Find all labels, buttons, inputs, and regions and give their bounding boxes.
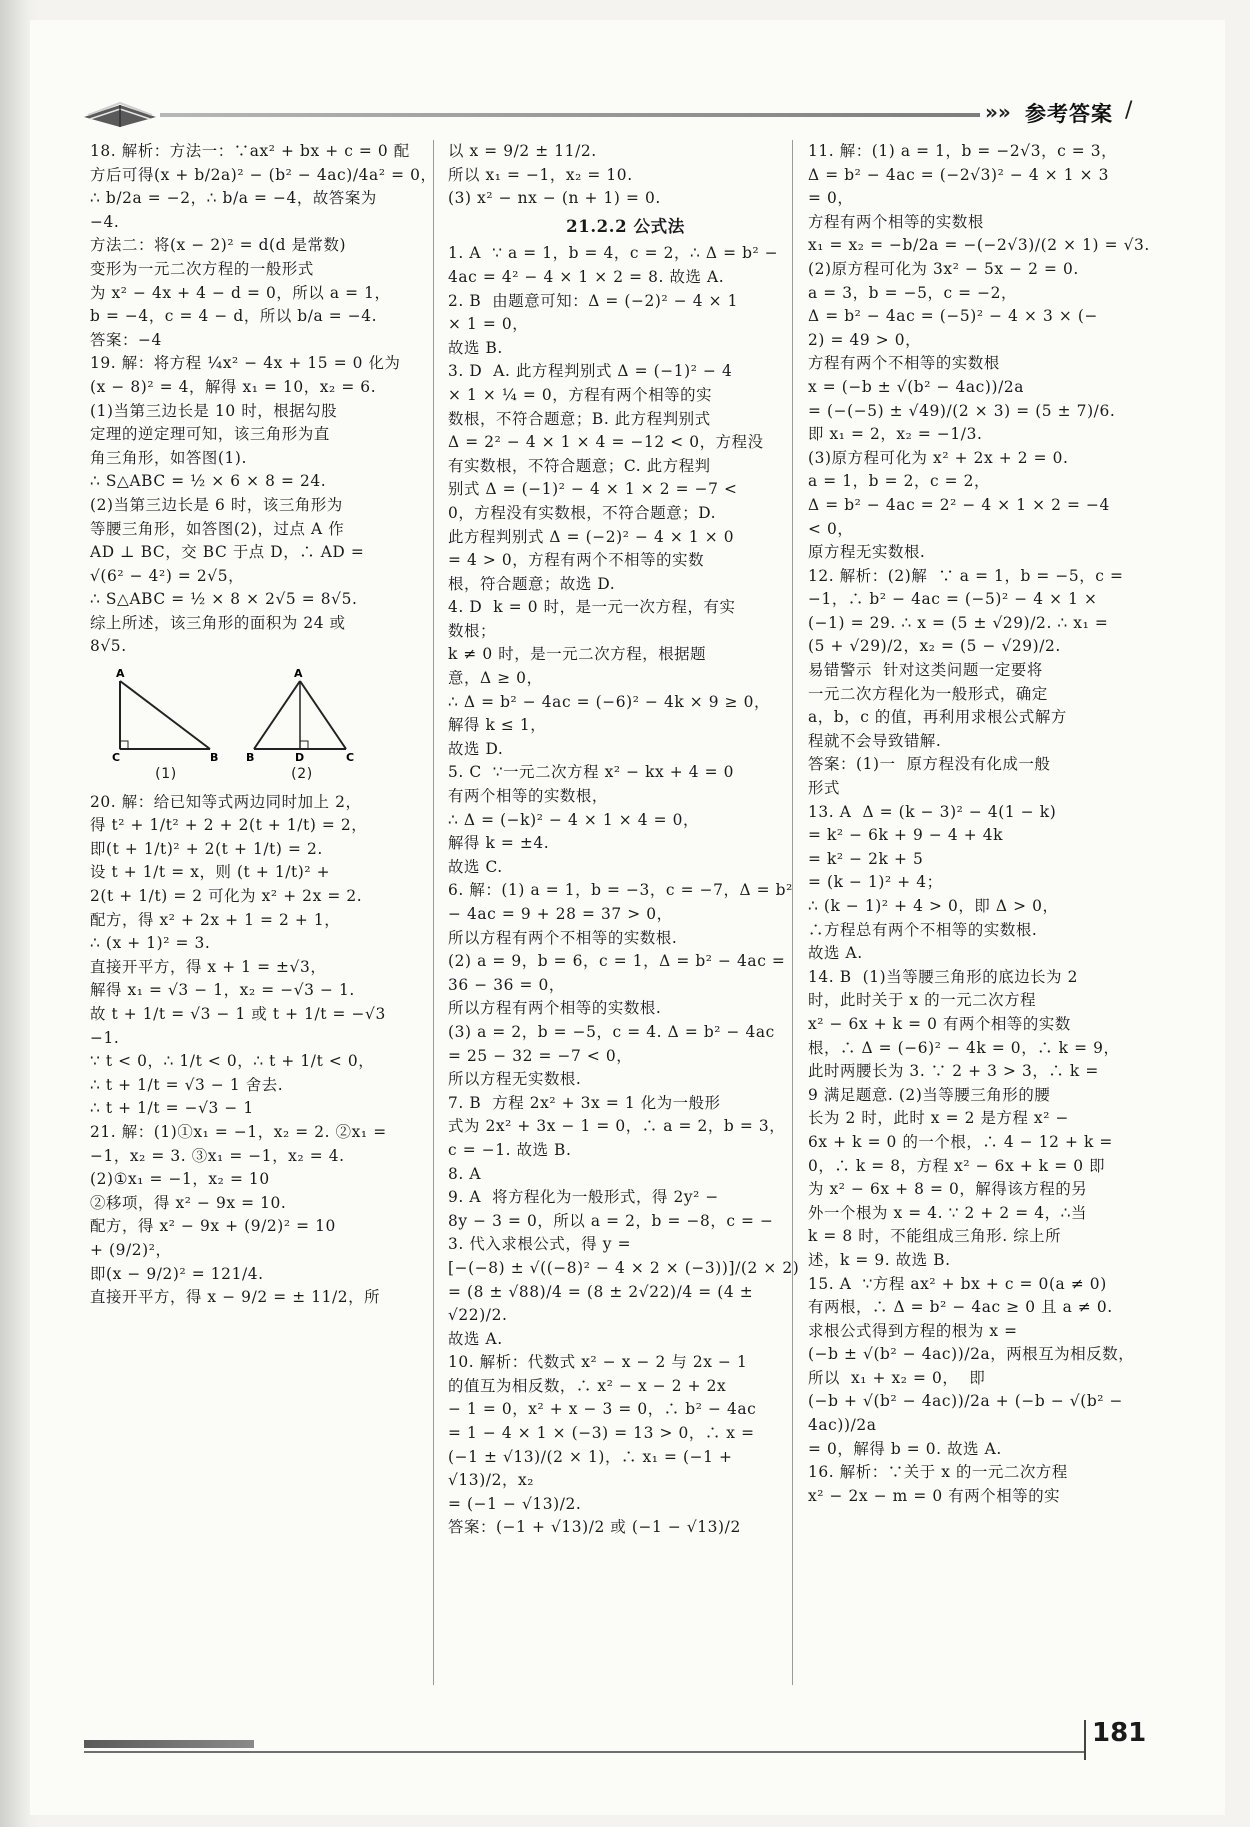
text-line: 得 t² + 1/t² + 2 + 2(t + 1/t) = 2，: [90, 816, 368, 835]
text-line: 方程有两个相等的实数根: [808, 212, 984, 231]
text-line: 设 t + 1/t = x，则 (t + 1/t)² +: [90, 863, 331, 882]
left-text-block: [90, 140, 445, 659]
text-line: ∴ t + 1/t = −√3 − 1: [90, 1099, 254, 1118]
text-line: 0，∴ k = 8，方程 x² − 6x + k = 0 即: [808, 1156, 1106, 1175]
answer-diagrams: [106, 667, 445, 787]
text-line: 10. 解析：代数式 x² − x − 2 与 2x − 1: [448, 1353, 748, 1372]
middle-text-block: [448, 242, 803, 1540]
text-line: (x − 8)² = 4，解得 x₁ = 10，x₂ = 6.: [90, 377, 377, 396]
figure-isosceles-triangle: [242, 667, 362, 787]
text-line: [−(−8) ± √((−8)² − 4 × 2 × (−3))]/(2 × 2): [448, 1258, 800, 1277]
text-line: 有两根，∴ Δ = b² − 4ac ≥ 0 且 a ≠ 0.: [808, 1298, 1113, 1317]
text-line: 故选 A.: [808, 944, 863, 963]
text-line: 6x + k = 0 的一个根，∴ 4 − 12 + k =: [808, 1132, 1113, 1151]
text-line: x₁ = x₂ = −b/2a = −(−2√3)/(2 × 1) = √3.: [808, 236, 1150, 255]
middle-text-block: [448, 140, 803, 211]
text-line: 配方，得 x² + 2x + 1 = 2 + 1，: [90, 910, 341, 929]
text-line: 时，此时关于 x 的一元二次方程: [808, 991, 1037, 1010]
text-line: (2) a = 9，b = 6，c = 1，Δ = b² − 4ac =: [448, 952, 786, 971]
text-line: ∴ Δ = (−k)² − 4 × 1 × 4 = 0，: [448, 810, 699, 829]
text-line: 15. A ∵方程 ax² + bx + c = 0(a ≠ 0): [808, 1274, 1107, 1293]
column-left: [90, 140, 445, 1685]
text-line: = (−1 − √13)/2.: [448, 1494, 582, 1513]
text-line: a，b，c 的值，再利用求根公式解方: [808, 708, 1067, 727]
text-line: 解得 k = ±4.: [448, 834, 550, 853]
text-line: = (k − 1)² + 4；: [808, 873, 943, 892]
text-line: = k² − 6k + 9 − 4 + 4k: [808, 826, 1004, 845]
text-line: 所以 x₁ + x₂ = 0， 即: [808, 1368, 986, 1387]
text-line: (2)当第三边长是 6 时，该三角形为: [90, 495, 343, 514]
header-rule: [160, 113, 980, 117]
text-line: ∴ S△ABC = ½ × 8 × 2√5 = 8√5.: [90, 590, 358, 609]
text-line: 8. A: [448, 1164, 482, 1183]
text-line: ∴方程总有两个不相等的实数根.: [808, 920, 1038, 939]
fig2-label-b: B: [246, 751, 255, 764]
text-line: √(6² − 4²) = 2√5，: [90, 566, 245, 585]
text-line: 定理的逆定理可知，该三角形为直: [90, 425, 330, 444]
text-line: 的值互为相反数，∴ x² − x − 2 + 2x: [448, 1376, 727, 1395]
text-line: Δ = b² − 4ac = (−5)² − 4 × 3 × (−: [808, 307, 1098, 326]
text-line: ②移项，得 x² − 9x = 10.: [90, 1193, 287, 1212]
text-line: −1，x₂ = 3. ③x₁ = −1，x₂ = 4.: [90, 1146, 345, 1165]
text-line: − 1 = 0，x² + x − 3 = 0，∴ b² − 4ac: [448, 1400, 757, 1419]
text-line: 直接开平方，得 x + 1 = ±√3，: [90, 957, 327, 976]
text-line: 9. A 将方程化为一般形式，得 2y² −: [448, 1188, 719, 1207]
footer-rule: [84, 1751, 1084, 1753]
text-line: = (−(−5) ± √49)/(2 × 3) = (5 ± 7)/6.: [808, 401, 1116, 420]
text-line: 1. A ∵ a = 1，b = 4，c = 2，∴ Δ = b² −: [448, 244, 779, 263]
text-line: 所以方程有两个不相等的实数根.: [448, 928, 678, 947]
text-line: (3) x² − nx − (n + 1) = 0.: [448, 189, 661, 208]
header-title: 参考答案: [1025, 102, 1113, 126]
text-line: ∵ t < 0，∴ 1/t < 0，∴ t + 1/t < 0，: [90, 1052, 375, 1071]
text-line: ∴ Δ = b² − 4ac = (−6)² − 4k × 9 ≥ 0，: [448, 692, 771, 711]
text-line: 为 x² − 4x + 4 − d = 0，所以 a = 1，: [90, 283, 391, 302]
right-text-block: [808, 140, 1163, 1508]
text-line: 方后可得(x + b/2a)² − (b² − 4ac)/4a² = 0，: [90, 165, 437, 184]
text-line: −1，∴ b² − 4ac = (−5)² − 4 × 1 ×: [808, 590, 1098, 609]
text-line: 5. C ∵一元二次方程 x² − kx + 4 = 0: [448, 763, 735, 782]
fig1-label-c: C: [112, 751, 121, 764]
text-line: 解得 x₁ = √3 − 1，x₂ = −√3 − 1.: [90, 981, 355, 1000]
text-line: 外一个根为 x = 4. ∵ 2 + 2 = 4，∴当: [808, 1203, 1087, 1222]
text-line: (−b + √(b² − 4ac))/2a + (−b − √(b² − 4ac))/2a: [808, 1392, 1129, 1435]
text-line: 故选 B.: [448, 338, 503, 357]
text-line: < 0，: [808, 519, 854, 538]
text-line: 21. 解：(1)①x₁ = −1，x₂ = 2. ②x₁ =: [90, 1122, 387, 1141]
text-line: 原方程无实数根.: [808, 543, 926, 562]
text-line: ∴ (k − 1)² + 4 > 0，即 Δ > 0，: [808, 897, 1059, 915]
fig2-label-a: A: [294, 667, 304, 681]
text-line: = k² − 2k + 5: [808, 849, 924, 868]
text-line: = 25 − 32 = −7 < 0，: [448, 1046, 633, 1065]
text-line: = 1 − 4 × 1 × (−3) = 13 > 0，∴ x =: [448, 1424, 755, 1443]
text-line: 以 x = 9/2 ± 11/2.: [448, 142, 597, 160]
text-line: 此方程判别式 Δ = (−2)² − 4 × 1 × 0: [448, 527, 735, 546]
text-line: + (9/2)²，: [90, 1240, 172, 1259]
header-arrows: »»: [985, 100, 1011, 124]
text-line: ∴ (x + 1)² = 3.: [90, 934, 211, 953]
text-line: 别式 Δ = (−1)² − 4 × 1 × 2 = −7 <: [448, 480, 738, 499]
text-line: − 4ac = 9 + 28 = 37 > 0，: [448, 905, 673, 923]
text-line: 为 x² − 6x + 8 = 0，解得该方程的另: [808, 1180, 1088, 1199]
text-line: 答案：(−1 + √13)/2 或 (−1 − √13)/2: [448, 1518, 741, 1537]
text-line: (−1 ± √13)/(2 × 1)，∴ x₁ = (−1 + √13)/2，x₂: [448, 1447, 739, 1490]
text-line: 此时两腰长为 3. ∵ 2 + 3 > 3，∴ k =: [808, 1062, 1099, 1081]
text-line: 式为 2x² + 3x − 1 = 0，∴ a = 2，b = 3，: [448, 1117, 786, 1136]
text-line: 18. 解析：方法一：∵ax² + bx + c = 0 配: [90, 142, 410, 160]
text-line: 13. A Δ = (k − 3)² − 4(1 − k): [808, 802, 1057, 821]
text-line: (3) a = 2，b = −5，c = 4. Δ = b² − 4ac: [448, 1022, 775, 1041]
text-line: (5 + √29)/2，x₂ = (5 − √29)/2.: [808, 637, 1061, 656]
section-title: 21.2.2 公式法: [566, 216, 685, 236]
text-line: 数根；: [448, 621, 496, 640]
text-line: 12. 解析：(2)解 ∵ a = 1，b = −5，c =: [808, 566, 1124, 585]
text-line: 意，Δ ≥ 0，: [448, 669, 543, 688]
text-line: 方程有两个不相等的实数根: [808, 354, 1000, 373]
text-line: 有两个相等的实数根，: [448, 787, 608, 806]
text-line: 所以方程无实数根.: [448, 1070, 582, 1089]
text-line: 直接开平方，得 x − 9/2 = ± 11/2，所: [90, 1288, 381, 1307]
text-line: 3. D A. 此方程判别式 Δ = (−1)² − 4: [448, 362, 733, 381]
text-line: (3)原方程可化为 x² + 2x + 2 = 0.: [808, 448, 1069, 467]
page-number: 181: [1092, 1718, 1147, 1748]
text-line: 7. B 方程 2x² + 3x = 1 化为一般形: [448, 1093, 721, 1112]
text-line: ∴ S△ABC = ½ × 6 × 8 = 24.: [90, 472, 327, 491]
text-line: 即(t + 1/t)² + 2(t + 1/t) = 2.: [90, 839, 323, 858]
text-line: (−1) = 29. ∴ x = (5 ± √29)/2. ∴ x₁ =: [808, 613, 1109, 632]
text-line: 求根公式得到方程的根为 x =: [808, 1321, 1018, 1340]
text-line: c = −1. 故选 B.: [448, 1140, 572, 1159]
text-line: ∴ b/2a = −2，∴ b/a = −4，故答案为: [90, 189, 377, 208]
text-line: 11. 解：(1) a = 1，b = −2√3，c = 3，: [808, 142, 1118, 160]
column-middle: [448, 140, 803, 1685]
fig2-label-c: C: [346, 751, 355, 764]
text-line: b = −4，c = 4 − d，所以 b/a = −4.: [90, 307, 378, 326]
text-line: 综上所述，该三角形的面积为 24 或: [90, 613, 346, 632]
text-line: a = 3，b = −5，c = −2，: [808, 283, 1018, 302]
text-line: 变形为一元二次方程的一般形式: [90, 259, 314, 278]
text-line: 答案：(1)一 原方程没有化成一般: [808, 755, 1051, 774]
text-line: (1)当第三边长是 10 时，根据勾股: [90, 401, 338, 420]
text-line: = 0，: [808, 189, 854, 208]
fig1-caption: (1): [155, 766, 177, 783]
text-line: a = 1，b = 2，c = 2，: [808, 472, 991, 491]
fig2-caption: (2): [291, 766, 313, 783]
text-line: 16. 解析：∵关于 x 的一元二次方程: [808, 1463, 1068, 1482]
header-slash-decoration: /: [1125, 98, 1133, 123]
text-line: 2(t + 1/t) = 2 可化为 x² + 2x = 2.: [90, 887, 363, 906]
text-line: 易错警示 针对这类问题一定要将: [808, 661, 1043, 680]
text-line: 数根，不符合题意；B. 此方程判别式: [448, 409, 711, 428]
text-line: x² − 6x + k = 0 有两个相等的实数: [808, 1014, 1071, 1033]
text-line: 形式: [808, 779, 840, 798]
text-line: 等腰三角形，如答图(2)，过点 A 作: [90, 519, 345, 538]
fig1-label-b: B: [210, 751, 219, 764]
text-line: 述，k = 9. 故选 B.: [808, 1250, 951, 1269]
text-line: 9 满足题意. (2)当等腰三角形的腰: [808, 1085, 1051, 1104]
text-line: 4. D k = 0 时，是一元一次方程，有实: [448, 598, 736, 617]
text-line: 20. 解：给已知等式两边同时加上 2，: [90, 792, 362, 811]
text-line: = 4 > 0，方程有两个不相等的实数: [448, 551, 705, 570]
left-text-block: [90, 791, 445, 1310]
text-line: 有实数根，不符合题意；C. 此方程判: [448, 456, 711, 475]
text-line: (2)原方程可化为 3x² − 5x − 2 = 0.: [808, 259, 1079, 278]
text-line: = (8 ± √88)/4 = (8 ± 2√22)/4 = (4 ± √22)/2.: [448, 1282, 759, 1325]
text-line: 方法二：将(x − 2)² = d(d 是常数): [90, 236, 347, 255]
text-line: 角三角形，如答图(1).: [90, 448, 248, 467]
text-line: AD ⊥ BC，交 BC 于点 D，∴ AD =: [90, 543, 365, 562]
text-line: 根，∴ Δ = (−6)² − 4k = 0，∴ k = 9，: [808, 1038, 1120, 1057]
text-line: 答案：−4: [90, 330, 162, 349]
text-line: 2) = 49 > 0，: [808, 330, 922, 349]
text-line: × 1 = 0，: [448, 315, 529, 334]
text-line: Δ = b² − 4ac = (−2√3)² − 4 × 1 × 3: [808, 165, 1110, 184]
column-right: [808, 140, 1163, 1685]
text-line: 解得 k ≤ 1，: [448, 716, 547, 735]
text-line: 3. 代入求根公式，得 y =: [448, 1235, 632, 1254]
fig2-label-d: D: [295, 751, 305, 764]
text-line: −1.: [90, 1028, 120, 1047]
text-line: x² − 2x − m = 0 有两个相等的实: [808, 1486, 1061, 1505]
text-line: x = (−b ± √(b² − 4ac))/2a: [808, 377, 1025, 396]
text-line: 6. 解：(1) a = 1，b = −3，c = −7，Δ = b²: [448, 881, 793, 900]
text-line: 36 − 36 = 0，: [448, 975, 565, 994]
text-line: 14. B (1)当等腰三角形的底边长为 2: [808, 967, 1079, 986]
text-line: k = 8 时，不能组成三角形. 综上所: [808, 1227, 1062, 1246]
text-line: 0，方程没有实数根，不符合题意；D.: [448, 503, 717, 522]
text-line: 2. B 由题意可知：Δ = (−2)² − 4 × 1: [448, 291, 739, 310]
text-line: 故选 A.: [448, 1329, 503, 1348]
footer-bar: [84, 1740, 254, 1748]
text-line: Δ = b² − 4ac = 2² − 4 × 1 × 2 = −4: [808, 495, 1110, 514]
text-line: Δ = 2² − 4 × 1 × 4 = −12 < 0，方程没: [448, 433, 764, 452]
figure-right-triangle: [106, 667, 226, 787]
text-line: × 1 × ¼ = 0，方程有两个相等的实: [448, 385, 713, 404]
text-line: −4.: [90, 212, 120, 231]
text-line: 一元二次方程化为一般形式，确定: [808, 684, 1048, 703]
text-line: = 0，解得 b = 0. 故选 A.: [808, 1439, 1002, 1458]
text-line: 即(x − 9/2)² = 121/4.: [90, 1264, 264, 1283]
text-line: 8√5.: [90, 637, 127, 656]
text-line: 故选 C.: [448, 857, 503, 876]
text-line: 配方，得 x² − 9x + (9/2)² = 10: [90, 1217, 336, 1236]
text-line: 所以方程有两个相等的实数根.: [448, 999, 662, 1018]
book-icon: [80, 95, 160, 131]
text-line: 19. 解：将方程 ¼x² − 4x + 15 = 0 化为: [90, 354, 401, 373]
fig1-label-a: A: [116, 667, 126, 681]
text-line: 长为 2 时，此时 x = 2 是方程 x² −: [808, 1109, 1069, 1128]
text-line: ∴ t + 1/t = √3 − 1 舍去.: [90, 1075, 284, 1094]
text-line: 程就不会导致错解.: [808, 731, 942, 750]
text-line: (−b ± √(b² − 4ac))/2a，两根互为相反数，: [808, 1345, 1135, 1364]
text-line: 所以 x₁ = −1，x₂ = 10.: [448, 165, 633, 184]
text-line: 根，符合题意；故选 D.: [448, 574, 616, 593]
text-line: (2)①x₁ = −1，x₂ = 10: [90, 1170, 270, 1189]
text-line: k ≠ 0 时，是一元二次方程，根据题: [448, 645, 707, 664]
text-line: 即 x₁ = 2，x₂ = −1/3.: [808, 425, 983, 444]
text-line: 故 t + 1/t = √3 − 1 或 t + 1/t = −√3: [90, 1005, 386, 1023]
text-line: 8y − 3 = 0，所以 a = 2，b = −8，c = −: [448, 1211, 774, 1230]
footer-divider: [1084, 1720, 1086, 1760]
text-line: 故选 D.: [448, 739, 504, 758]
text-line: 4ac = 4² − 4 × 1 × 2 = 8. 故选 A.: [448, 267, 725, 286]
